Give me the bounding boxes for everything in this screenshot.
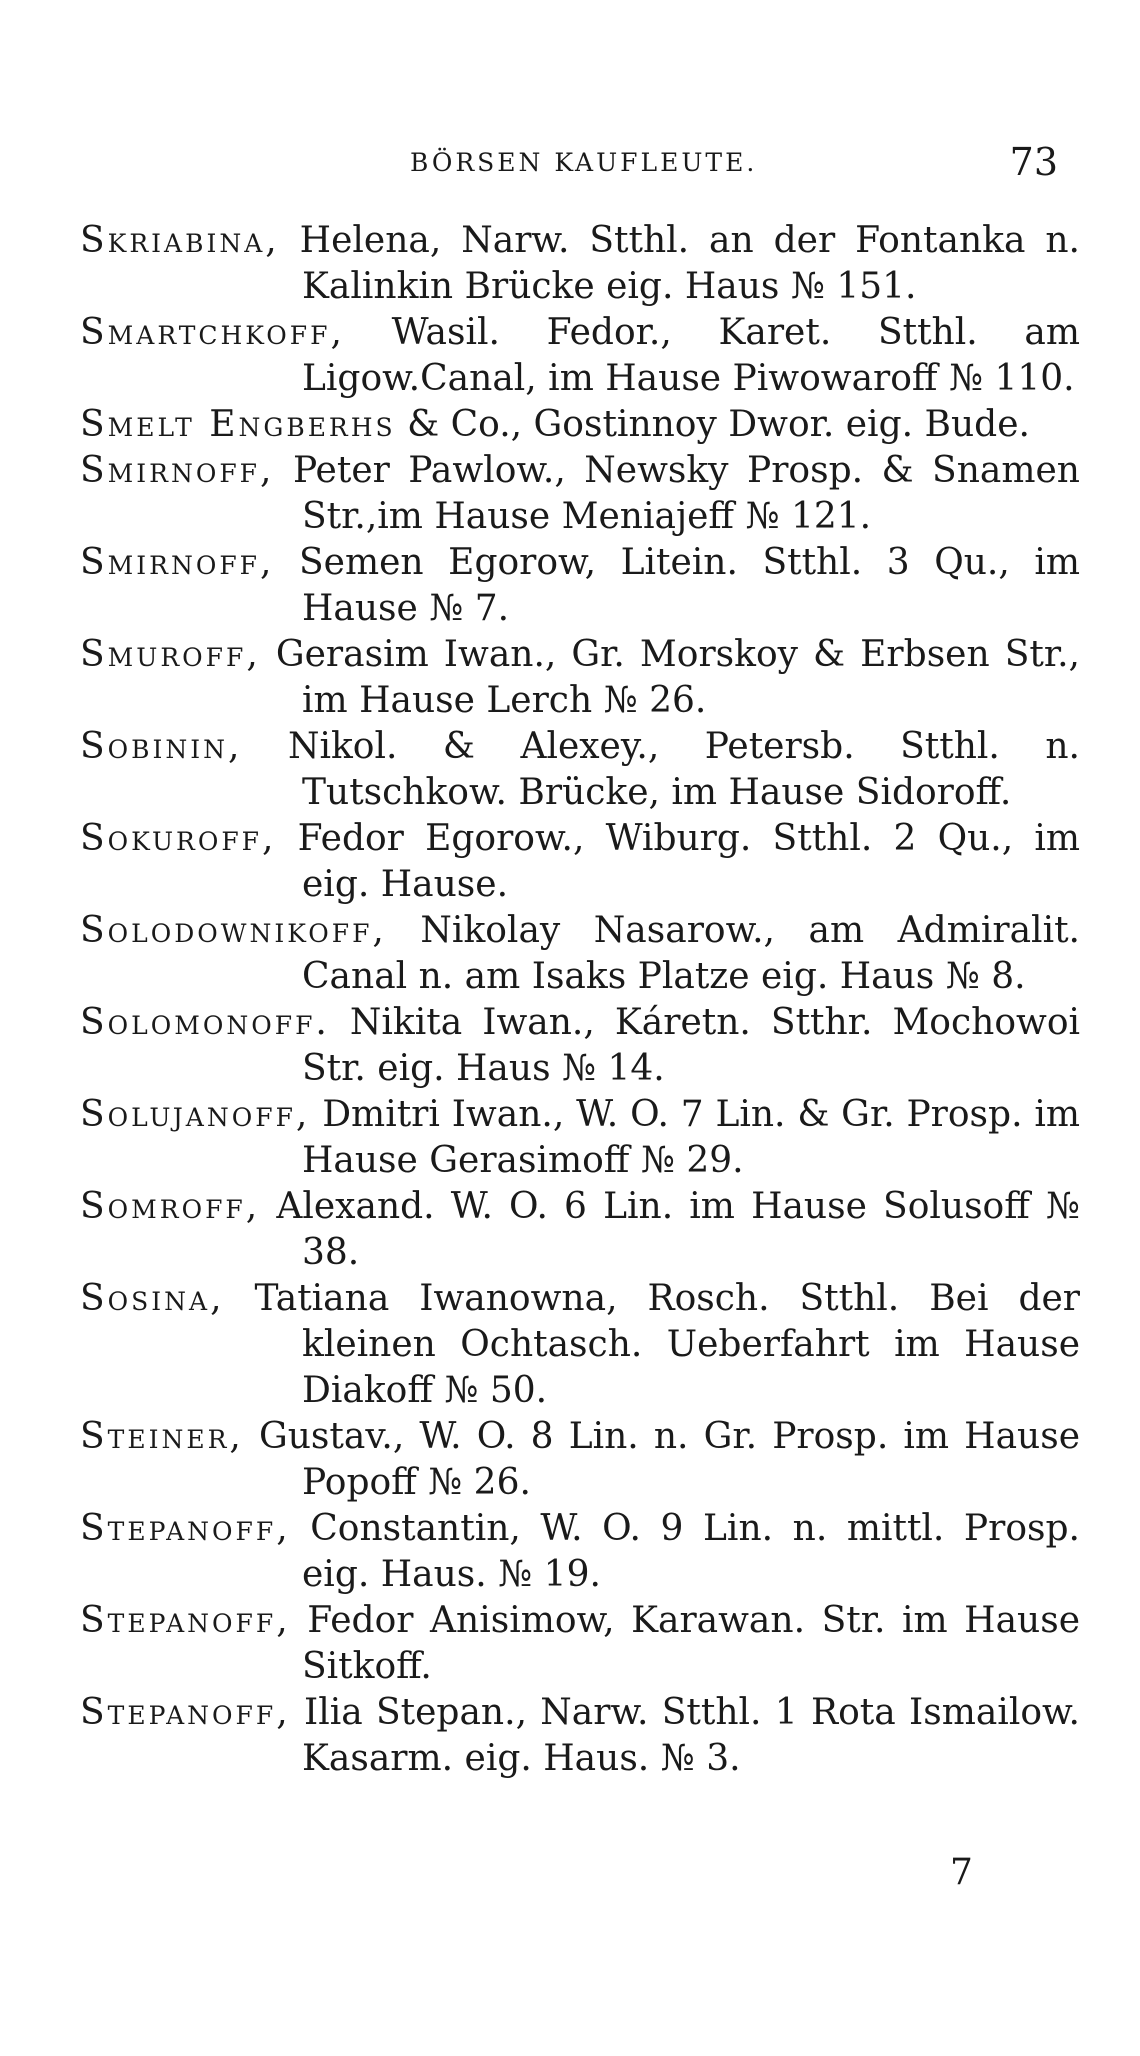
entry-details: Nikita Iwan., Káretn. Stthr. Mochowoi Str. eig. Haus № 14.: [302, 1002, 1080, 1089]
entry-surname: Somroff,: [80, 1186, 261, 1227]
entry-details: Gerasim Iwan., Gr. Morskoy & Erbsen Str., im Hause Lerch № 26.: [260, 634, 1080, 721]
entry-details: Peter Pawlow., Newsky Prosp. & Snamen Str.,im Hause Meniajeff № 121.: [274, 450, 1080, 537]
entry-details: Constantin, W. O. 9 Lin. n. mittl. Prosp. eig. Haus. № 19.: [290, 1508, 1080, 1595]
entry-surname: Sokuroff,: [80, 818, 277, 859]
list-item: [80, 724, 1080, 816]
page-number: 73: [1009, 140, 1058, 184]
list-item: [80, 402, 1080, 448]
entry-surname: Smirnoff,: [80, 450, 275, 491]
entry-details: Tatiana Iwanowna, Rosch. Stthl. Bei der kleinen Ochtasch. Ueberfahrt im Hause Diakoff № 50.: [224, 1278, 1080, 1411]
list-item: [80, 1690, 1080, 1782]
entry-details: Alexand. W. O. 6 Lin. im Hause Solusoff № 38.: [260, 1186, 1080, 1273]
entry-details: Ilia Stepan., Narw. Stthl. 1 Rota Ismailow. Kasarm. eig. Haus. № 3.: [290, 1692, 1080, 1779]
signature-mark: 7: [950, 1852, 973, 1893]
header-title: BÖRSEN KAUFLEUTE.: [410, 148, 758, 177]
list-item: [80, 908, 1080, 1000]
list-item: [80, 816, 1080, 908]
merchant-list: [80, 218, 1080, 1782]
entry-surname: Smelt Engberhs: [80, 404, 396, 445]
list-item: [80, 1276, 1080, 1414]
list-item: [80, 632, 1080, 724]
entry-surname: Stepanoff,: [80, 1508, 291, 1549]
list-item: [80, 448, 1080, 540]
entry-surname: Solujanoff,: [80, 1094, 311, 1135]
entry-details: & Co., Gostinnoy Dwor. eig. Bude.: [395, 404, 1030, 445]
entry-details: Fedor Egorow., Wiburg. Stthl. 2 Qu., im eig. Hause.: [276, 818, 1080, 905]
entry-surname: Solodownikoff,: [80, 910, 387, 951]
running-header: [90, 140, 1070, 190]
entry-surname: Smirnoff,: [80, 542, 275, 583]
list-item: [80, 540, 1080, 632]
entry-surname: Smartchkoff,: [80, 312, 345, 353]
entry-surname: Smuroff,: [80, 634, 261, 675]
entry-surname: Skriabina,: [80, 220, 280, 261]
entry-surname: Sobinin,: [80, 726, 243, 767]
entry-details: Nikol. & Alexey., Petersb. Stthl. n. Tutschkow. Brücke, im Hause Sidoroff.: [242, 726, 1080, 813]
entry-details: Wasil. Fedor., Karet. Stthl. am Ligow.Canal, im Hause Piwowaroff № 110.: [302, 312, 1080, 399]
entry-details: Helena, Narw. Stthl. an der Fontanka n. Kalinkin Brücke eig. Haus № 151.: [279, 220, 1080, 307]
entry-details: Fedor Anisimow, Karawan. Str. im Hause Sitkoff.: [290, 1600, 1080, 1687]
entry-details: Nikolay Nasarow., am Admiralit. Canal n. am Isaks Platze eig. Haus № 8.: [302, 910, 1080, 997]
list-item: [80, 1184, 1080, 1276]
list-item: [80, 1598, 1080, 1690]
list-item: [80, 1414, 1080, 1506]
entry-details: Dmitri Iwan., W. O. 7 Lin. & Gr. Prosp. im Hause Gerasimoff № 29.: [302, 1094, 1080, 1181]
entry-surname: Stepanoff,: [80, 1600, 291, 1641]
entry-surname: Sosina,: [80, 1278, 225, 1319]
entry-surname: Stepanoff,: [80, 1692, 291, 1733]
list-item: [80, 1000, 1080, 1092]
entry-details: Gustav., W. O. 8 Lin. n. Gr. Prosp. im Hause Popoff № 26.: [243, 1416, 1080, 1503]
list-item: [80, 218, 1080, 310]
list-item: [80, 1506, 1080, 1598]
list-item: [80, 310, 1080, 402]
entry-surname: Steiner,: [80, 1416, 244, 1457]
list-item: [80, 1092, 1080, 1184]
entry-details: Semen Egorow, Litein. Stthl. 3 Qu., im Hause № 7.: [274, 542, 1080, 629]
entry-surname: Solomonoff.: [80, 1002, 330, 1043]
